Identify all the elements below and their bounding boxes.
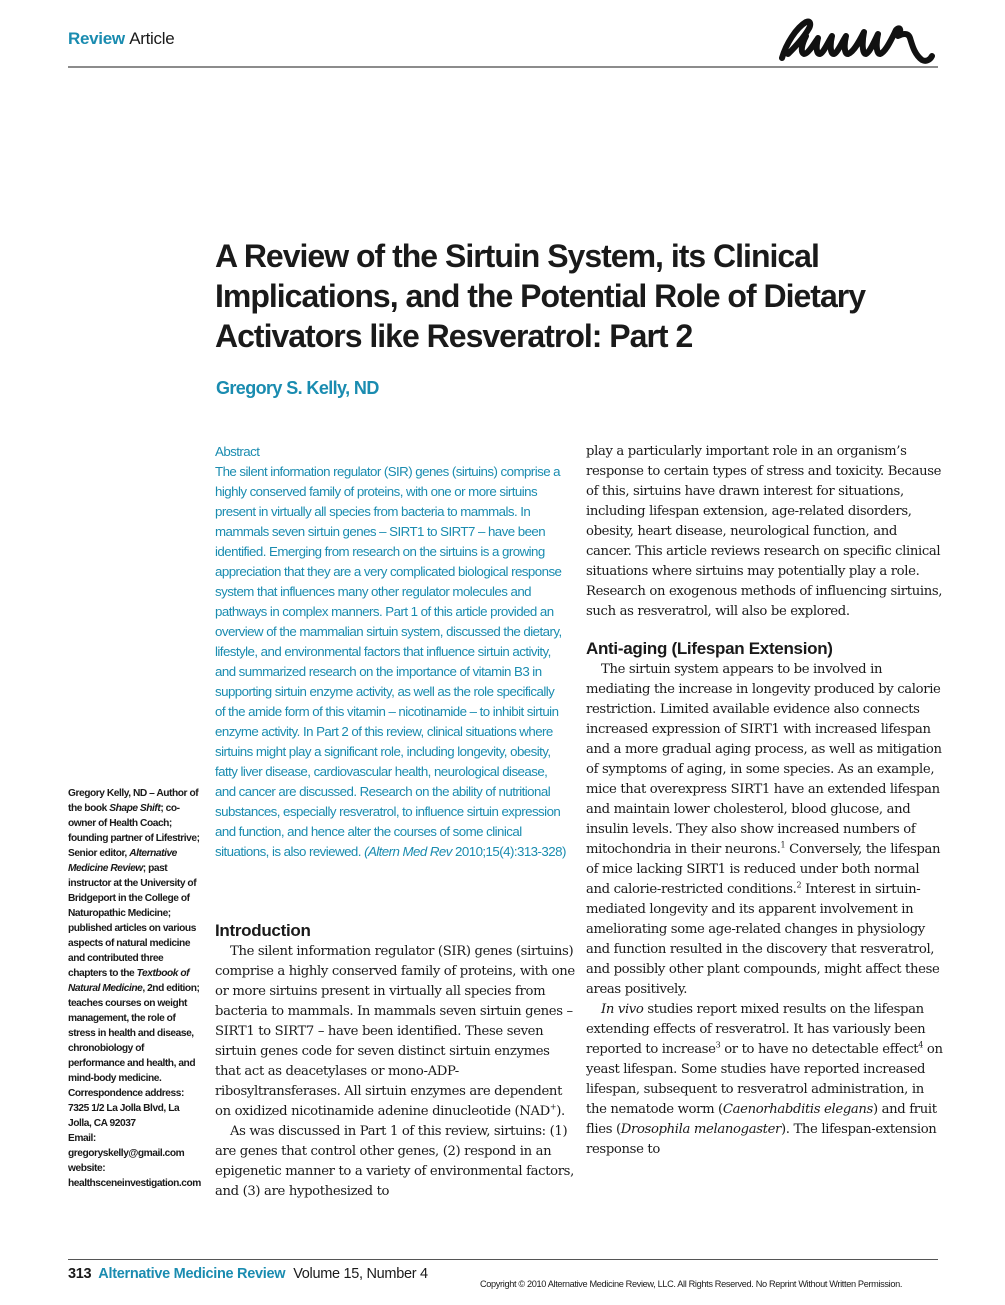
species-name: Caenorhabditis elegans [722,1102,873,1117]
footer-divider [68,1259,938,1260]
abstract-heading: Abstract [215,444,260,459]
body-column-left [215,920,575,1202]
paragraph-text: ). The lifespan-extension response to [586,1122,937,1157]
bio-text: ; co-owner of Health Coach; founding partner of Lifestrive; Senior editor, [68,803,200,859]
species-name: Drosophila melanogaster [620,1122,781,1137]
paragraph [215,942,575,1122]
paragraph-text: on yeast lifespan. Some studies have reported increased lifespan, subsequent to resveratrol administration, in the nematode worm ( [586,1042,943,1117]
section-heading-anti-aging: Anti-aging (Lifespan Extension) [586,639,833,658]
bio-text: ; past instructor at the University of Bridgeport in the College of Naturopathic Medicine; published articles on various aspects of natural medicine and contributed three chapters to the [68,863,197,979]
paragraph-text: studies report mixed results on the lifespan extending effects of resveratrol. It has variously been reported to increase [586,1002,926,1057]
bio-email-label: Email: [68,1133,96,1144]
page-number: 313 [68,1266,92,1282]
bio-text: , 2nd edition; teaches courses on weight management, the role of stress in health and disease, chronobiology of performance and health, and mind-body medicine. [68,983,200,1084]
paragraph [586,1000,946,1160]
section-label-accent: Review [68,29,125,48]
paragraph: play a particularly important role in an organism’s response to certain types of stress and toxicity. Because of this, sirtuins have drawn interest for situations, including lifespan extension, age-related disorders, obesity, heart disease, neurological function, and cancer. This article reviews research on specific clinical situations where sirtuins may potentially play a role. Research on exogenous methods of influencing sirtuins, such as resveratrol, will also be explored. [586,444,943,619]
reference-link[interactable]: 1 [780,840,786,850]
author-bio [68,786,203,1191]
body-column-right [586,442,946,1160]
amr-logo-icon [776,14,936,66]
section-label [68,29,174,49]
footer-journal-name: Alternative Medicine Review [98,1266,286,1282]
bio-address: 7325 1/2 La Jolla Blvd, La Jolla, CA 92037 [68,1103,180,1129]
bio-email-link[interactable]: gregoryskelly@gmail.com [68,1148,185,1159]
paragraph: As was discussed in Part 1 of this review, sirtuins: (1) are genes that control other genes, (2) respond in an epigenetic manner to a variety of environmental factors, and (3) are hypothesized to [215,1124,574,1199]
section-label-rest: Article [129,29,175,48]
paragraph-text: Conversely, the lifespan of mice lacking SIRT1 is reduced under both normal and calorie-restricted conditions. [586,842,941,897]
bio-book-title: Textbook of Natural Medicine [68,968,190,994]
italic-term: In vivo [601,1002,644,1017]
abstract-citation-journal: (Altern Med Rev [364,844,452,859]
bio-website-link[interactable]: healthsceneinvestigation.com [68,1178,201,1189]
paragraph [586,660,946,1000]
paragraph-text: Interest in sirtuin-mediated longevity and its apparent involvement in ameliorating some age-related changes in physiology and function resulted in the discovery that resveratrol, and possibly other plant compounds, might affect these areas positively. [586,882,940,997]
bio-journal-title: Alternative Medicine Review [68,848,177,874]
abstract [215,442,567,862]
superscript: + [549,1102,557,1112]
abstract-citation: 2010;15(4):313-328) [451,844,566,859]
header-divider [68,66,938,68]
paragraph-text: ) and fruit flies ( [586,1102,937,1137]
bio-text: Gregory Kelly, ND – Author of the book [68,788,199,814]
reference-link[interactable]: 3 [715,1040,721,1050]
bio-book-title: Shape Shift [109,803,161,814]
paragraph-text: ). [556,1104,565,1119]
article-author: Gregory S. Kelly, ND [216,378,379,398]
reference-link[interactable]: 4 [918,1040,924,1050]
article-title: A Review of the Sirtuin System, its Clinical Implications, and the Potential Role of Dietary Activators like Resveratrol: Part 2 [215,238,865,354]
page-footer [68,1266,428,1282]
abstract-body: The silent information regulator (SIR) genes (sirtuins) comprise a highly conserved family of proteins, with one or more sirtuins present in virtually all species from bacteria to mammals. In mammals seven sirtuin genes – SIRT1 to SIRT7 – have been identified. Emerging from research on the sirtuins is a growing appreciation that they are a very complicated biological response system that influences many other regulator molecules and pathways in complex manners. Part 1 of this article provided an overview of the mammalian sirtuin system, discussed the dietary, lifestyle, and environmental factors that influence sirtuin activity, and summarized research on the importance of vitamin B3 in supporting sirtuin enzyme activity, as well as the role specifically of the amide form of this vitamin – nicotinamide – to inhibit sirtuin enzyme activity. In Part 2 of this review, clinical situations where sirtuins might play a significant role, including longevity, obesity, fatty liver disease, cardiovascular health, neurological disease, and cancer are discussed. Research on the ability of nutritional substances, especially resveratrol, to influence sirtuin expression and function, and hence alter the courses of some clinical situations, is also reviewed. [215,464,562,859]
footer-issue: Volume 15, Number 4 [293,1266,428,1282]
paragraph-text: The sirtuin system appears to be involved in mediating the increase in longevity produced by calorie restriction. Limited available evidence also connects increased expression of SIRT1 with increased lifespan and a more gradual aging process, as well as mitigation of symptoms of aging, in some species. As an example, mice that overexpress SIRT1 have an extended lifespan and maintain lower cholesterol, blood glucose, and insulin levels. They also show increased numbers of mitochondria in their neurons. [586,662,942,857]
bio-correspondence-label: Correspondence address: [68,1088,184,1099]
reference-link[interactable]: 2 [796,880,802,890]
paragraph-text: or to have no detectable effect [720,1042,919,1057]
section-heading-introduction: Introduction [215,921,311,940]
paragraph-text: The silent information regulator (SIR) genes (sirtuins) comprise a highly conserved family of proteins, with one or more sirtuins present in virtually all species from bacteria to mammals. In mammals seven sirtuin genes – SIRT1 to SIRT7 – have been identified. These seven sirtuin genes code for seven distinct sirtuin enzymes that act as deacetylases or mono-ADP-ribosyltransferases. All sirtuin enzymes are dependent on oxidized nicotinamide adenine dinucleotide (NAD [215,944,575,1119]
copyright-notice: Copyright © 2010 Alternative Medicine Review, LLC. All Rights Reserved. No Reprint Without Written Permission. [480,1279,903,1289]
bio-website-label: website: [68,1163,106,1174]
